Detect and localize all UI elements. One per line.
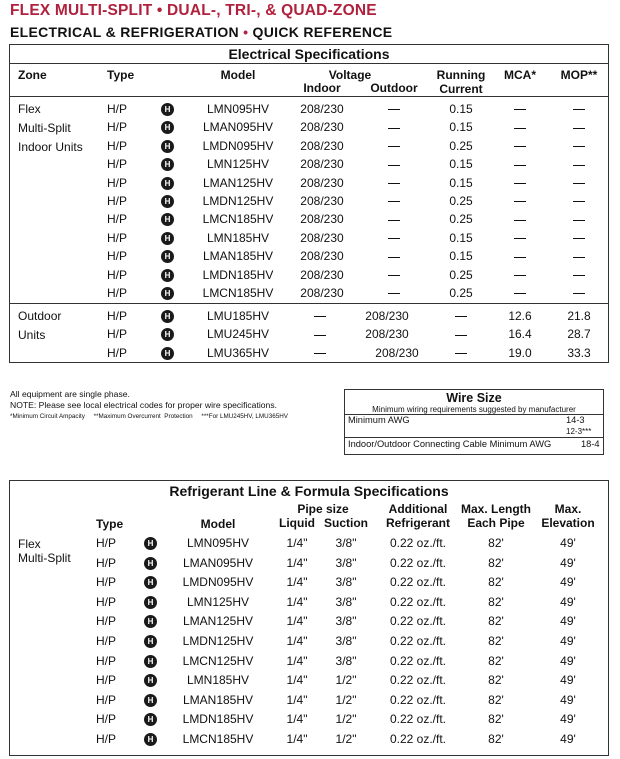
row-max-elevation: 49' (560, 614, 576, 629)
zone-indoor-line1: Flex (18, 102, 41, 116)
row-mca-empty (498, 176, 542, 190)
heat-pump-icon: H (161, 347, 174, 360)
row-suction: 3/8" (335, 634, 357, 648)
heat-pump-icon: H (161, 213, 174, 226)
header-liquid: Liquid (279, 516, 315, 530)
row-outdoor-voltage: 208/230 (365, 309, 409, 323)
row-indoor-voltage: 208/230 (300, 249, 344, 264)
wire-divider-bottom (345, 437, 603, 438)
row-type: H/P (96, 555, 117, 570)
row-type: H/P (107, 212, 128, 227)
wire-cable-label: Indoor/Outdoor Connecting Cable Minimum AWG (348, 439, 552, 449)
heat-pump-icon: H (161, 103, 174, 116)
row-suction: 3/8" (335, 536, 357, 550)
wire-size-box (344, 389, 604, 455)
row-liquid: 1/4" (286, 614, 308, 629)
row-model: LMN095HV (186, 536, 250, 550)
row-model: LMN125HV (186, 594, 250, 609)
row-running-current: 0.15 (449, 120, 473, 135)
row-additional-refrigerant: 0.22 oz./ft. (389, 692, 447, 707)
subtitle-separator: • (238, 24, 253, 40)
row-max-elevation: 49' (560, 575, 576, 590)
row-outdoor-voltage-empty (366, 176, 422, 190)
row-additional-refrigerant: 0.22 oz./ft. (389, 712, 447, 727)
row-mca: 12.6 (508, 309, 532, 323)
row-mca: 16.4 (508, 327, 532, 342)
row-additional-refrigerant: 0.22 oz./ft. (389, 575, 447, 590)
heat-pump-icon: H (161, 140, 174, 153)
row-mop-empty (556, 176, 602, 190)
row-model: LMN185HV (186, 673, 250, 688)
header-current: Current (439, 82, 483, 96)
row-max-length: 82' (488, 555, 504, 570)
row-type: H/P (96, 536, 117, 550)
row-mop-empty (556, 157, 602, 171)
row-liquid: 1/4" (286, 634, 308, 648)
row-model: LMDN125HV (182, 634, 254, 648)
row-indoor-voltage: 208/230 (300, 102, 344, 116)
row-indoor-voltage: 208/230 (300, 286, 344, 300)
header-outdoor: Outdoor (370, 81, 418, 95)
row-mop-empty (556, 212, 602, 226)
row-outdoor-voltage: 208/230 (365, 327, 409, 342)
row-mop: 21.8 (567, 309, 591, 323)
wire-size-subtitle: Minimum wiring requirements suggested by manufacturer (372, 405, 576, 414)
footnotes (10, 389, 288, 422)
row-type: H/P (107, 327, 128, 342)
row-model: LMAN095HV (202, 120, 274, 135)
row-type: H/P (107, 194, 128, 208)
row-suction: 1/2" (335, 692, 357, 707)
heat-pump-icon: H (161, 121, 174, 134)
row-indoor-voltage: 208/230 (300, 175, 344, 190)
row-liquid: 1/4" (286, 555, 308, 570)
row-model: LMCN185HV (182, 732, 254, 746)
refrigerant-table-title: Refrigerant Line & Formula Specifications (169, 483, 449, 499)
row-model: LMN095HV (206, 102, 270, 116)
row-type: H/P (96, 712, 117, 727)
row-liquid: 1/4" (286, 653, 308, 668)
row-model: LMAN185HV (202, 249, 274, 264)
heat-pump-icon: H (144, 635, 157, 648)
row-type: H/P (107, 120, 128, 135)
header-elevation: Elevation (541, 516, 595, 530)
note-abbreviations: *Minimum Circuit Ampacity **Maximum Overcurrent Protection ***For LMU245HV, LMU365HV (10, 413, 288, 420)
row-max-elevation: 49' (560, 732, 576, 746)
row-type: H/P (107, 309, 128, 323)
row-indoor-voltage: 208/230 (300, 157, 344, 172)
outdoor-divider (10, 303, 608, 304)
row-max-elevation: 49' (560, 673, 576, 688)
header-suction: Suction (324, 516, 368, 530)
row-type: H/P (96, 634, 117, 648)
row-mca-empty (498, 102, 542, 116)
row-type: H/P (107, 286, 128, 300)
heat-pump-icon: H (144, 713, 157, 726)
header-refrigerant: Refrigerant (385, 516, 450, 530)
row-mop-empty (556, 231, 602, 245)
row-mca-empty (498, 286, 542, 300)
heat-pump-icon: H (144, 596, 157, 609)
row-mca-empty (498, 157, 542, 171)
row-liquid: 1/4" (286, 692, 308, 707)
heat-pump-icon: H (161, 310, 174, 323)
header-additional: Additional (388, 502, 448, 516)
row-liquid: 1/4" (286, 536, 308, 550)
row-outdoor-voltage-empty (366, 268, 422, 282)
row-model: LMCN185HV (202, 286, 274, 300)
heat-pump-icon: H (161, 177, 174, 190)
row-outdoor-voltage-empty (366, 120, 422, 134)
row-indoor-voltage: 208/230 (300, 212, 344, 227)
heat-pump-icon: H (144, 733, 157, 746)
row-max-elevation: 49' (560, 712, 576, 727)
row-mca: 19.0 (508, 345, 532, 360)
row-type: H/P (96, 732, 117, 746)
row-additional-refrigerant: 0.22 oz./ft. (389, 653, 447, 668)
row-additional-refrigerant: 0.22 oz./ft. (389, 594, 447, 609)
row-type: H/P (107, 230, 128, 245)
row-suction: 3/8" (335, 575, 357, 590)
row-mop-empty (556, 120, 602, 134)
row-outdoor-voltage-empty (366, 157, 422, 171)
row-indoor-voltage-empty (292, 309, 348, 323)
row-type: H/P (96, 594, 117, 609)
row-max-length: 82' (488, 634, 504, 648)
row-suction: 3/8" (335, 653, 357, 668)
row-type: H/P (107, 249, 128, 264)
row-additional-refrigerant: 0.22 oz./ft. (389, 673, 447, 688)
wire-size-title: Wire Size (446, 391, 502, 405)
row-outdoor-voltage-empty (366, 212, 422, 226)
row-liquid: 1/4" (286, 712, 308, 727)
row-type: H/P (107, 102, 128, 116)
row-type: H/P (107, 138, 128, 153)
wire-awg-value-1: 14-3 (566, 415, 585, 425)
row-outdoor-voltage-empty (366, 249, 422, 263)
row-running-current: 0.15 (449, 102, 473, 116)
zone-indoor-line2: Multi-Split (18, 121, 71, 135)
row-additional-refrigerant: 0.22 oz./ft. (389, 536, 447, 550)
heat-pump-icon: H (144, 674, 157, 687)
row-outdoor-voltage-empty (366, 286, 422, 300)
row-outdoor-voltage: 208/230 (375, 345, 419, 360)
page-title: FLEX MULTI-SPLIT • DUAL-, TRI-, & QUAD-ZONE (10, 2, 377, 19)
row-model: LMDN125HV (202, 194, 274, 208)
row-mop-empty (556, 194, 602, 208)
header-max: Max. (554, 502, 582, 516)
row-model: LMDN185HV (182, 712, 254, 727)
note-single-phase: All equipment are single phase. (10, 389, 130, 399)
page-subtitle (10, 24, 392, 40)
header-indoor: Indoor (303, 81, 341, 95)
wire-awg-value-2: 12-3*** (566, 427, 592, 436)
row-liquid: 1/4" (286, 732, 308, 746)
electrical-table-title: Electrical Specifications (10, 45, 608, 64)
heat-pump-icon: H (161, 232, 174, 245)
row-model: LMU185HV (206, 309, 270, 323)
row-model: LMAN125HV (182, 614, 254, 629)
header-running: Running (436, 68, 486, 82)
row-additional-refrigerant: 0.22 oz./ft. (389, 614, 447, 629)
row-mop-empty (556, 249, 602, 263)
row-type: H/P (107, 345, 128, 360)
row-suction: 3/8" (335, 555, 357, 570)
row-running-current: 0.25 (449, 138, 473, 153)
row-model: LMAN125HV (202, 175, 274, 190)
row-indoor-voltage: 208/230 (300, 230, 344, 245)
row-max-length: 82' (488, 575, 504, 590)
row-type: H/P (96, 673, 117, 688)
row-max-elevation: 49' (560, 692, 576, 707)
row-mca-empty (498, 268, 542, 282)
row-type: H/P (96, 575, 117, 590)
row-mop-empty (556, 139, 602, 153)
row-type: H/P (96, 614, 117, 629)
header-model: Model (220, 68, 256, 82)
row-max-length: 82' (488, 594, 504, 609)
row-max-elevation: 49' (560, 594, 576, 609)
header-model: Model (200, 517, 236, 531)
heat-pump-icon: H (144, 557, 157, 570)
row-liquid: 1/4" (286, 575, 308, 590)
electrical-specifications-table (9, 44, 609, 363)
header-zone: Zone (18, 68, 47, 82)
note-electrical-codes: NOTE: Please see local electrical codes for proper wire specifications. (10, 400, 277, 410)
row-running-current-empty (430, 309, 492, 323)
row-max-elevation: 49' (560, 653, 576, 668)
heat-pump-icon: H (144, 615, 157, 628)
row-running-current: 0.15 (449, 230, 473, 245)
row-type: H/P (96, 653, 117, 668)
zone-line2: Multi-Split (18, 551, 71, 565)
row-mop-empty (556, 268, 602, 282)
header-each-pipe: Each Pipe (467, 516, 525, 530)
row-outdoor-voltage-empty (366, 139, 422, 153)
row-max-elevation: 49' (560, 634, 576, 648)
row-model: LMCN125HV (182, 653, 254, 668)
subtitle-part-b: QUICK REFERENCE (252, 24, 393, 40)
row-model: LMAN185HV (182, 692, 254, 707)
row-mca-empty (498, 120, 542, 134)
row-max-length: 82' (488, 536, 504, 550)
row-max-length: 82' (488, 653, 504, 668)
refrigerant-specifications-table (9, 480, 609, 756)
heat-pump-icon: H (161, 195, 174, 208)
header-mca: MCA* (504, 68, 536, 82)
row-indoor-voltage: 208/230 (300, 267, 344, 282)
heat-pump-icon: H (144, 537, 157, 550)
row-indoor-voltage: 208/230 (300, 138, 344, 153)
row-outdoor-voltage-empty (366, 194, 422, 208)
row-running-current: 0.25 (449, 212, 473, 227)
row-running-current-empty (430, 346, 492, 360)
row-max-length: 82' (488, 712, 504, 727)
row-suction: 1/2" (335, 732, 357, 746)
row-liquid: 1/4" (286, 673, 308, 688)
row-mca-empty (498, 249, 542, 263)
heat-pump-icon: H (144, 576, 157, 589)
row-running-current: 0.15 (449, 175, 473, 190)
row-running-current: 0.15 (449, 157, 473, 172)
heat-pump-icon: H (161, 158, 174, 171)
header-divider (10, 96, 608, 97)
zone-line1: Flex (18, 537, 41, 551)
row-suction: 1/2" (335, 712, 357, 727)
heat-pump-icon: H (144, 655, 157, 668)
header-voltage: Voltage (328, 68, 372, 82)
row-max-length: 82' (488, 692, 504, 707)
row-running-current: 0.25 (449, 267, 473, 282)
row-model: LMDN095HV (202, 138, 274, 153)
header-pipe-size: Pipe size (297, 502, 349, 516)
row-additional-refrigerant: 0.22 oz./ft. (389, 732, 447, 746)
row-model: LMAN095HV (182, 555, 254, 570)
zone-indoor-line3: Indoor Units (18, 140, 83, 154)
row-mop: 28.7 (567, 327, 591, 342)
row-max-elevation: 49' (560, 555, 576, 570)
row-indoor-voltage: 208/230 (300, 120, 344, 135)
row-model: LMU365HV (206, 345, 270, 360)
header-type: Type (107, 68, 135, 82)
heat-pump-icon: H (161, 269, 174, 282)
row-max-length: 82' (488, 614, 504, 629)
zone-outdoor-line1: Outdoor (18, 309, 62, 323)
row-mop-empty (556, 286, 602, 300)
header-max-length: Max. Length (460, 502, 531, 516)
row-model: LMU245HV (206, 327, 270, 342)
row-mca-empty (498, 231, 542, 245)
row-max-elevation: 49' (560, 536, 576, 550)
row-running-current: 0.15 (449, 249, 473, 264)
row-outdoor-voltage-empty (366, 231, 422, 245)
row-suction: 3/8" (335, 594, 357, 609)
row-indoor-voltage-empty (292, 327, 348, 341)
heat-pump-icon: H (161, 250, 174, 263)
row-max-length: 82' (488, 673, 504, 688)
row-mca-empty (498, 194, 542, 208)
row-suction: 1/2" (335, 673, 357, 688)
row-type: H/P (107, 175, 128, 190)
row-max-length: 82' (488, 732, 504, 746)
row-indoor-voltage: 208/230 (300, 194, 344, 208)
heat-pump-icon: H (144, 694, 157, 707)
row-type: H/P (107, 267, 128, 282)
row-model: LMN125HV (206, 157, 270, 172)
row-type: H/P (107, 157, 128, 172)
row-model: LMCN185HV (202, 212, 274, 227)
row-additional-refrigerant: 0.22 oz./ft. (389, 634, 447, 648)
heat-pump-icon: H (161, 328, 174, 341)
zone-outdoor-line2: Units (18, 328, 46, 342)
header-type: Type (96, 517, 124, 531)
row-liquid: 1/4" (286, 594, 308, 609)
row-suction: 3/8" (335, 614, 357, 629)
row-mca-empty (498, 212, 542, 226)
row-indoor-voltage-empty (292, 346, 348, 360)
row-type: H/P (96, 692, 117, 707)
row-model: LMDN185HV (202, 267, 274, 282)
row-additional-refrigerant: 0.22 oz./ft. (389, 555, 447, 570)
row-outdoor-voltage-empty (366, 102, 422, 116)
heat-pump-icon: H (161, 287, 174, 300)
row-running-current: 0.25 (449, 286, 473, 300)
header-mop: MOP** (560, 68, 598, 82)
row-running-current-empty (430, 327, 492, 341)
row-mop-empty (556, 102, 602, 116)
wire-cable-value: 18-4 (581, 439, 600, 449)
row-mop: 33.3 (567, 345, 591, 360)
row-running-current: 0.25 (449, 194, 473, 208)
wire-awg-label: Minimum AWG (348, 415, 410, 425)
row-model: LMN185HV (206, 230, 270, 245)
row-model: LMDN095HV (182, 575, 254, 590)
subtitle-part-a: ELECTRICAL & REFRIGERATION (10, 24, 239, 40)
row-mca-empty (498, 139, 542, 153)
